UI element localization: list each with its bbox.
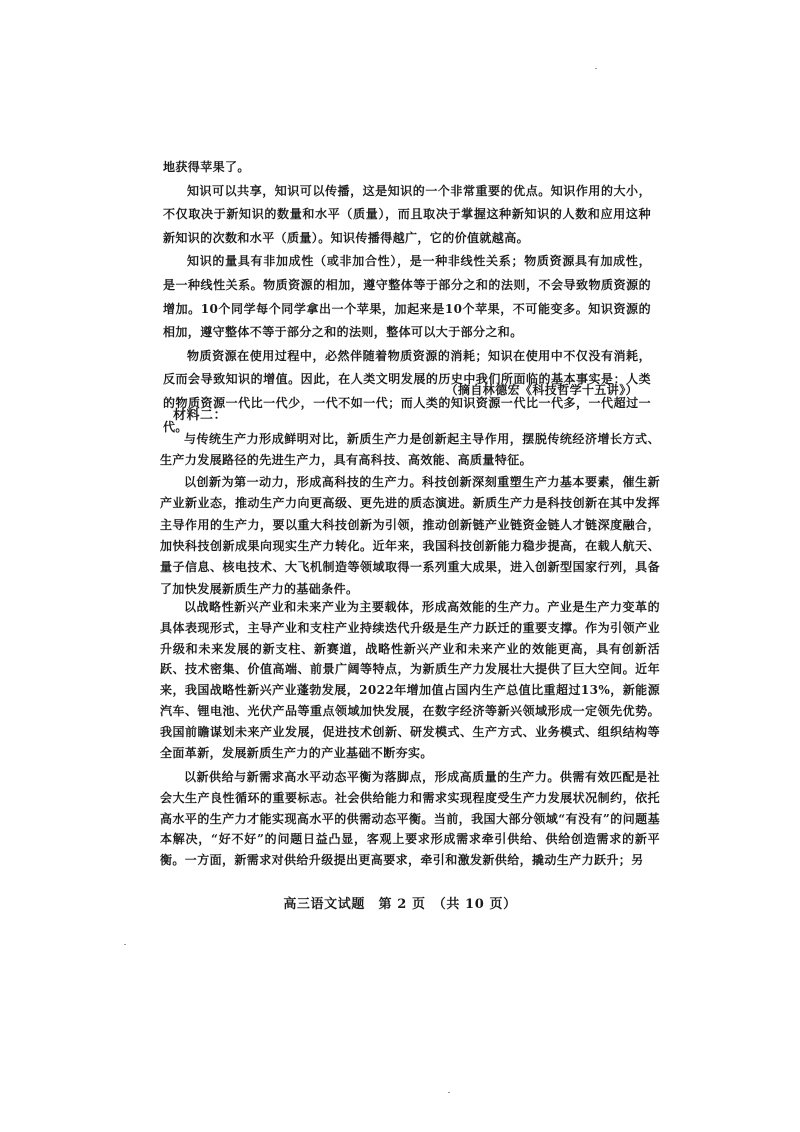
paragraph-knowledge-nonadditive: 知识的量具有非加成性（或非加合性），是一种非线性关系；物质资源具有加成性，是一种线性关系。物质资源的相加，遵守整体等于部分之和的法则，不会导致物质资源的增加。10个同学每个同学拿出一个苹果，加起来是10个苹果，不可能变多。知识资源的相加，遵守整体不等于部分之和的法则，整体可以大于部分之和。 [163,254,651,340]
paragraph-supply-demand: 以新供给与新需求高水平动态平衡为落脚点，形成高质量的生产力。供需有效匹配是社会大生产良性循环的重要标志。社会供给能力和需求实现程度受生产力发展状况制约，依托高水平的生产力才能实现高水平的供需动态平衡。当前，我国大部分领域“有没有”的问题基本解决，“好不好”的问题日益凸显，客观上要求形成需求牵引供给、供给创造需求的新平衡。一方面，新需求对供给升级提出更高要求，牵引和激发新供给，撬动生产力跃升；另 [160,770,660,868]
paragraph-emerging-industries: 以战略性新兴产业和未来产业为主要载体，形成高效能的生产力。产业是生产力变革的具体表现形式，主导产业和支柱产业持续迭代升级是生产力跃迁的重要支撑。作为引领产业升级和未来发展的新支柱、新赛道，战略性新兴产业和未来产业的效能更高，具有创新活跃、技术密集、价值高端、前景广阔等特点，为新质生产力发展壮大提供了巨大空间。近年来，我国战略性新兴产业蓬勃发展，2022年增加值占国内生产总值比重超过13%，新能源汽车、锂电池、光伏产品等重点领域加快发展，在数字经济等新兴领域形成一定领先优势。我国前瞻谋划未来产业发展，促进技术创新、研发模式、生产方式、业务模式、组织结构等全面革新，发展新质生产力的产业基础不断夯实。 [160,600,660,760]
citation-source: （摘自林德宏《科技哲学十五讲》） [445,383,638,397]
material-two-part-c [160,767,660,871]
paragraph-continuation: 地获得苹果了。 [163,160,250,174]
paragraph-new-productivity-intro: 与传统生产力形成鲜明对比，新质生产力是创新起主导作用，摆脱传统经济增长方式、生产力发展路径的先进生产力，具有高科技、高效能、高质量特征。 [160,432,660,468]
paragraph-resource-consumption: 物质资源在使用过程中，必然伴随着物质资源的消耗；知识在使用中不仅没有消耗，反而会导致知识的增值。因此，在人类文明发展的历史中我们所面临的基本事实是：人类的物质资源一代比一代少，一代不如一代；而人类的知识资源一代比一代多，一代超过一代。 [163,348,651,434]
page-footer: 高三语文试题 第 2 页 （共 10 页） [283,897,517,912]
paragraph-knowledge-sharing: 知识可以共享，知识可以传播，这是知识的一个非常重要的优点。知识作用的大小，不仅取决于新知识的数量和水平（质量），而且取决于掌握这种新知识的人数和应用这种新知识的次数和水平（质量）。知识传播得越广，它的价值就越高。 [163,183,651,245]
paragraph-innovation-driver: 以创新为第一动力，形成高科技的生产力。科技创新深刻重塑生产力基本要素，催生新产业新业态，推动生产力向更高级、更先进的质态演进。新质生产力是科技创新在其中发挥主导作用的生产力，要以重大科技创新为引领，推动创新链产业链资金链人才链深度融合，加快科技创新成果向现实生产力转化。近年来，我国科技创新能力稳步提高，在载人航天、量子信息、核电技术、大飞机制造等领域取得一系列重大成果，进入创新型国家行列，具备了加快发展新质生产力的基础条件。 [160,474,660,596]
scan-speck [595,68,597,69]
material-two-part-b [160,597,660,763]
material-two-heading: 材料二： [173,408,228,423]
material-two-part-a [160,429,660,600]
scan-speck [448,1092,450,1093]
scan-speck [124,944,126,945]
